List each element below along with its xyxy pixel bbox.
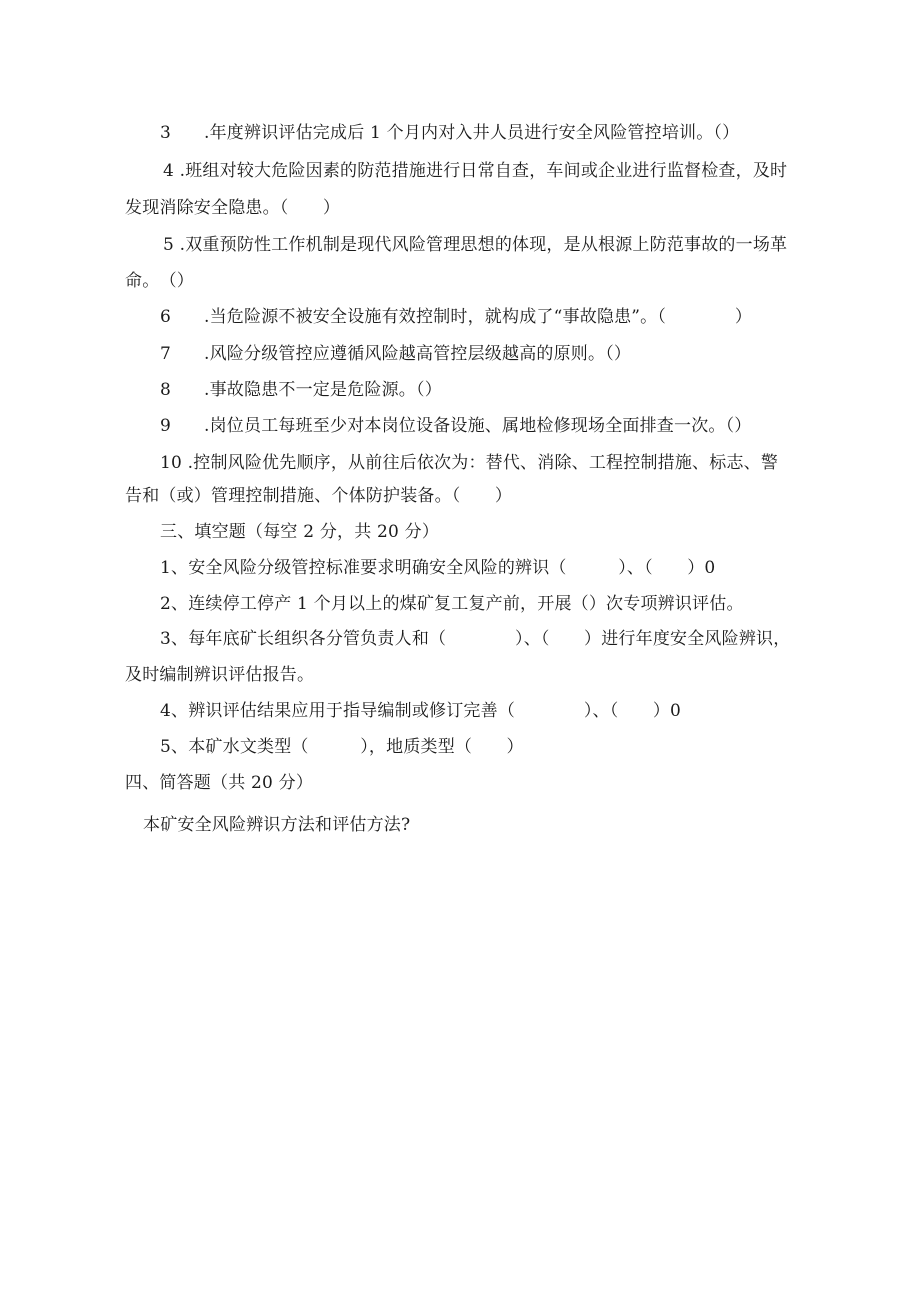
judgement-q8 xyxy=(160,378,442,402)
short-answer-heading: 四、简答题（共 20 分） xyxy=(125,773,314,793)
judgement-q6 xyxy=(160,305,752,329)
judgement-q10-line2: 告和（或）管理控制措施、个体防护装备。（ ） xyxy=(125,486,513,506)
judgement-q6-number: 6 xyxy=(160,307,172,327)
judgement-q6-text: .当危险源不被安全设施有效控制时，就构成了“事故隐患”。（ ） xyxy=(204,307,753,327)
fill-q5: 5、本矿水文类型（ ），地质类型（ ） xyxy=(160,737,524,757)
judgement-q4-line2: 发现消除安全隐患。（ ） xyxy=(125,198,341,218)
fill-q3-line2: 及时编制辨识评估报告。 xyxy=(125,665,315,685)
judgement-q10-line1: 10 .控制风险优先顺序，从前往后依次为：替代、消除、工程控制措施、标志、警 xyxy=(160,453,779,473)
judgement-q3 xyxy=(160,121,739,145)
fill-section-heading: 三、填空题（每空 2 分，共 20 分） xyxy=(160,522,440,542)
judgement-q7-number: 7 xyxy=(160,344,172,364)
judgement-q8-number: 8 xyxy=(160,380,172,400)
judgement-q3-number: 3 xyxy=(160,123,172,143)
judgement-q9-number: 9 xyxy=(160,416,172,436)
judgement-q5-line2: 命。 （） xyxy=(125,271,194,291)
fill-q3-line1: 3、每年底矿长组织各分管负责人和（ ）、（ ）进行年度安全风险辨识， xyxy=(160,629,791,649)
judgement-q5-line1: 5 .双重预防性工作机制是现代风险管理思想的体现，是从根源上防范事故的一场革 xyxy=(163,235,788,255)
judgement-q9 xyxy=(160,414,752,438)
fill-q2: 2、连续停工停产 1 个月以上的煤矿复工复产前，开展（）次专项辨识评估。 xyxy=(160,594,744,614)
judgement-q7-text: .风险分级管控应遵循风险越高管控层级越高的原则。（） xyxy=(204,344,632,364)
judgement-q9-text: .岗位员工每班至少对本岗位设备设施、属地检修现场全面排查一次。（） xyxy=(204,416,752,436)
judgement-q4-line1: 4 .班组对较大危险因素的防范措施进行日常自查，车间或企业进行监督检查，及时 xyxy=(163,161,788,181)
judgement-q8-text: .事故隐患不一定是危险源。（） xyxy=(204,380,442,400)
fill-q4: 4、辨识评估结果应用于指导编制或修订完善（ ）、（ ）0 xyxy=(160,701,682,721)
judgement-q3-text: .年度辨识评估完成后 1 个月内对入井人员进行安全风险管控培训。（） xyxy=(204,123,740,143)
short-answer-question: 本矿安全风险辨识方法和评估方法? xyxy=(143,815,411,835)
judgement-q7 xyxy=(160,342,631,366)
fill-q1: 1、安全风险分级管控标准要求明确安全风险的辨识（ ）、（ ）0 xyxy=(160,558,716,578)
